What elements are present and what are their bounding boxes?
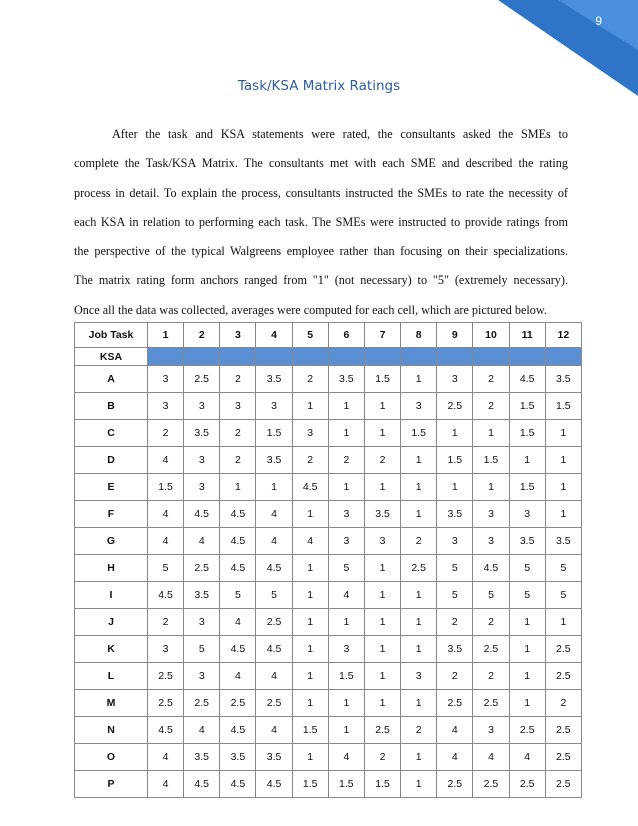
- rating-cell: 4.5: [148, 717, 184, 744]
- rating-cell: 5: [509, 582, 545, 609]
- rating-cell: 4.5: [184, 501, 220, 528]
- rating-cell: 2.5: [437, 690, 473, 717]
- rating-cell: 1: [545, 474, 581, 501]
- rating-cell: 1: [292, 663, 328, 690]
- rating-cell: 1: [364, 663, 400, 690]
- rating-cell: 5: [220, 582, 256, 609]
- rating-cell: 2: [148, 420, 184, 447]
- ksa-row-label: D: [75, 447, 148, 474]
- page-number: 9: [595, 14, 602, 28]
- rating-cell: 1: [364, 474, 400, 501]
- ksa-row-label: B: [75, 393, 148, 420]
- rating-cell: 1: [401, 690, 437, 717]
- rating-cell: 5: [437, 555, 473, 582]
- rating-cell: 4: [256, 528, 292, 555]
- ksa-row-label: E: [75, 474, 148, 501]
- rating-cell: 1: [401, 447, 437, 474]
- rating-cell: 2: [545, 690, 581, 717]
- ksa-row-label: K: [75, 636, 148, 663]
- ksa-header-fill: [364, 348, 400, 366]
- rating-cell: 3.5: [184, 420, 220, 447]
- table-row: [75, 690, 582, 717]
- rating-cell: 3: [184, 663, 220, 690]
- rating-cell: 1: [401, 474, 437, 501]
- table-header-row: [75, 323, 582, 348]
- rating-cell: 5: [184, 636, 220, 663]
- ksa-header-fill: [437, 348, 473, 366]
- rating-cell: 1.5: [364, 771, 400, 798]
- rating-cell: 4: [220, 609, 256, 636]
- table-row: [75, 366, 582, 393]
- rating-cell: 1: [437, 420, 473, 447]
- ksa-row-label: J: [75, 609, 148, 636]
- rating-cell: 3: [509, 501, 545, 528]
- rating-cell: 1: [364, 393, 400, 420]
- rating-cell: 3: [328, 528, 364, 555]
- rating-cell: 1.5: [328, 771, 364, 798]
- rating-cell: 2: [220, 447, 256, 474]
- rating-cell: 2.5: [473, 771, 509, 798]
- table-row: [75, 393, 582, 420]
- rating-cell: 3.5: [256, 447, 292, 474]
- rating-cell: 2.5: [545, 636, 581, 663]
- rating-cell: 1: [545, 501, 581, 528]
- rating-cell: 3.5: [220, 744, 256, 771]
- rating-cell: 3.5: [364, 501, 400, 528]
- rating-cell: 3: [220, 393, 256, 420]
- rating-cell: 1: [292, 501, 328, 528]
- rating-cell: 3: [401, 663, 437, 690]
- rating-cell: 1: [220, 474, 256, 501]
- rating-cell: 3.5: [509, 528, 545, 555]
- table-row: [75, 663, 582, 690]
- rating-cell: 1.5: [364, 366, 400, 393]
- rating-cell: 4: [328, 582, 364, 609]
- rating-cell: 3: [328, 501, 364, 528]
- rating-cell: 1: [401, 744, 437, 771]
- rating-cell: 4.5: [220, 528, 256, 555]
- column-header: 2: [184, 323, 220, 348]
- paragraph-line: process in detail. To explain the process, consultants instructed the SMEs to rate the necessity of: [74, 185, 568, 200]
- table-row: [75, 447, 582, 474]
- rating-cell: 3.5: [184, 744, 220, 771]
- rating-cell: 1: [292, 582, 328, 609]
- rating-cell: 1: [256, 474, 292, 501]
- rating-cell: 4.5: [256, 771, 292, 798]
- rating-cell: 2: [292, 366, 328, 393]
- rating-cell: 2: [220, 420, 256, 447]
- rating-cell: 1: [401, 582, 437, 609]
- rating-cell: 1: [509, 447, 545, 474]
- rating-cell: 1: [545, 420, 581, 447]
- column-header: 5: [292, 323, 328, 348]
- rating-cell: 4.5: [148, 582, 184, 609]
- rating-cell: 1: [401, 501, 437, 528]
- rating-cell: 1: [437, 474, 473, 501]
- rating-cell: 2.5: [473, 636, 509, 663]
- rating-cell: 4: [473, 744, 509, 771]
- rating-cell: 2.5: [184, 555, 220, 582]
- ksa-row-label: A: [75, 366, 148, 393]
- rating-cell: 4: [148, 744, 184, 771]
- rating-cell: 4.5: [220, 555, 256, 582]
- rating-cell: 1.5: [292, 771, 328, 798]
- rating-cell: 4.5: [473, 555, 509, 582]
- column-header: 4: [256, 323, 292, 348]
- rating-cell: 4: [256, 501, 292, 528]
- rating-cell: 2.5: [148, 663, 184, 690]
- rating-cell: 3.5: [437, 501, 473, 528]
- rating-cell: 2.5: [184, 690, 220, 717]
- rating-cell: 3: [184, 447, 220, 474]
- rating-cell: 3: [184, 609, 220, 636]
- column-header: 3: [220, 323, 256, 348]
- rating-cell: 3.5: [184, 582, 220, 609]
- ksa-header-fill: [401, 348, 437, 366]
- rating-cell: 3: [292, 420, 328, 447]
- rating-cell: 1.5: [437, 447, 473, 474]
- rating-cell: 2.5: [545, 663, 581, 690]
- rating-cell: 4.5: [292, 474, 328, 501]
- rating-cell: 5: [545, 555, 581, 582]
- paragraph-line: each KSA in relation to performing each task. The SMEs were instructed to provide ratings from: [74, 214, 568, 229]
- table-row: [75, 555, 582, 582]
- rating-cell: 4.5: [220, 501, 256, 528]
- rating-cell: 4: [328, 744, 364, 771]
- rating-cell: 1: [292, 393, 328, 420]
- job-task-header: Job Task: [75, 323, 148, 348]
- table-row: [75, 501, 582, 528]
- ksa-header-row: [75, 348, 582, 366]
- rating-cell: 3: [364, 528, 400, 555]
- rating-cell: 4: [148, 528, 184, 555]
- rating-cell: 1: [509, 636, 545, 663]
- paragraph-line: Once all the data was collected, averages were computed for each cell, which are pictured below.: [74, 302, 547, 317]
- rating-cell: 1: [292, 609, 328, 636]
- rating-cell: 3: [437, 366, 473, 393]
- rating-cell: 3: [148, 636, 184, 663]
- rating-cell: 4: [256, 717, 292, 744]
- ksa-row-label: G: [75, 528, 148, 555]
- rating-cell: 3: [184, 393, 220, 420]
- rating-cell: 2.5: [401, 555, 437, 582]
- ksa-header-fill: [292, 348, 328, 366]
- rating-cell: 1.5: [256, 420, 292, 447]
- rating-cell: 1: [328, 690, 364, 717]
- ksa-header-fill: [256, 348, 292, 366]
- table-row: [75, 474, 582, 501]
- rating-cell: 4.5: [220, 771, 256, 798]
- table-row: [75, 636, 582, 663]
- rating-cell: 1.5: [509, 420, 545, 447]
- rating-cell: 1: [364, 636, 400, 663]
- section-title: Task/KSA Matrix Ratings: [237, 78, 401, 94]
- rating-cell: 3.5: [545, 366, 581, 393]
- body-paragraph: [74, 120, 568, 325]
- ksa-header-fill: [220, 348, 256, 366]
- rating-cell: 2.5: [437, 393, 473, 420]
- rating-cell: 2: [401, 717, 437, 744]
- rating-cell: 1: [292, 690, 328, 717]
- ksa-header-fill: [545, 348, 581, 366]
- rating-cell: 4.5: [184, 771, 220, 798]
- rating-cell: 1.5: [473, 447, 509, 474]
- rating-cell: 1.5: [509, 474, 545, 501]
- ksa-row-label: L: [75, 663, 148, 690]
- rating-cell: 1.5: [509, 393, 545, 420]
- rating-cell: 3: [148, 366, 184, 393]
- rating-cell: 1: [292, 636, 328, 663]
- rating-cell: 3.5: [437, 636, 473, 663]
- table-row: [75, 744, 582, 771]
- column-header: 6: [328, 323, 364, 348]
- paragraph-line: The matrix rating form anchors ranged from "1" (not necessary) to "5" (extremely necessary).: [74, 273, 568, 288]
- column-header: 1: [148, 323, 184, 348]
- rating-cell: 2: [220, 366, 256, 393]
- table-row: [75, 420, 582, 447]
- rating-cell: 2.5: [364, 717, 400, 744]
- rating-cell: 2.5: [545, 717, 581, 744]
- rating-cell: 4: [256, 663, 292, 690]
- rating-cell: 1: [401, 636, 437, 663]
- rating-cell: 2: [473, 663, 509, 690]
- column-header: 11: [509, 323, 545, 348]
- rating-cell: 1: [328, 609, 364, 636]
- rating-cell: 1: [364, 690, 400, 717]
- rating-cell: 2: [473, 366, 509, 393]
- ksa-header-fill: [184, 348, 220, 366]
- rating-cell: 2.5: [256, 609, 292, 636]
- rating-cell: 1: [473, 474, 509, 501]
- rating-cell: 2: [473, 393, 509, 420]
- rating-cell: 3: [148, 393, 184, 420]
- rating-cell: 3.5: [328, 366, 364, 393]
- rating-cell: 2: [292, 447, 328, 474]
- rating-cell: 1: [364, 555, 400, 582]
- rating-cell: 2: [473, 609, 509, 636]
- rating-cell: 4: [509, 744, 545, 771]
- rating-cell: 4.5: [220, 636, 256, 663]
- column-header: 10: [473, 323, 509, 348]
- rating-cell: 1: [292, 555, 328, 582]
- rating-cell: 3: [473, 501, 509, 528]
- rating-cell: 3: [184, 474, 220, 501]
- rating-cell: 1.5: [148, 474, 184, 501]
- rating-cell: 1: [401, 609, 437, 636]
- rating-cell: 4.5: [256, 636, 292, 663]
- table-row: [75, 609, 582, 636]
- rating-cell: 2: [364, 447, 400, 474]
- rating-cell: 4: [148, 771, 184, 798]
- table-row: [75, 582, 582, 609]
- rating-cell: 3: [473, 717, 509, 744]
- rating-cell: 2.5: [545, 771, 581, 798]
- rating-cell: 2.5: [509, 717, 545, 744]
- rating-cell: 3: [437, 528, 473, 555]
- rating-cell: 2.5: [545, 744, 581, 771]
- ksa-row-label: I: [75, 582, 148, 609]
- rating-cell: 5: [148, 555, 184, 582]
- table-row: [75, 717, 582, 744]
- rating-cell: 1: [292, 744, 328, 771]
- rating-cell: 1: [328, 393, 364, 420]
- rating-cell: 3: [328, 636, 364, 663]
- rating-cell: 1: [328, 474, 364, 501]
- rating-cell: 1: [364, 582, 400, 609]
- paragraph-line: After the task and KSA statements were rated, the consultants asked the SMEs to: [112, 127, 568, 141]
- rating-cell: 5: [545, 582, 581, 609]
- rating-cell: 2.5: [220, 690, 256, 717]
- ksa-row-label: M: [75, 690, 148, 717]
- rating-cell: 5: [473, 582, 509, 609]
- rating-cell: 1: [364, 609, 400, 636]
- rating-cell: 4: [148, 501, 184, 528]
- rating-cell: 5: [509, 555, 545, 582]
- table-row: [75, 528, 582, 555]
- column-header: 12: [545, 323, 581, 348]
- rating-cell: 4: [437, 717, 473, 744]
- ksa-header: KSA: [75, 348, 148, 366]
- ksa-row-label: F: [75, 501, 148, 528]
- rating-cell: 2.5: [473, 690, 509, 717]
- rating-cell: 5: [437, 582, 473, 609]
- rating-cell: 4: [184, 528, 220, 555]
- rating-cell: 1: [328, 420, 364, 447]
- rating-cell: 3.5: [545, 528, 581, 555]
- rating-cell: 2: [437, 663, 473, 690]
- column-header: 8: [401, 323, 437, 348]
- rating-cell: 1: [401, 771, 437, 798]
- column-header: 7: [364, 323, 400, 348]
- rating-cell: 1.5: [401, 420, 437, 447]
- rating-cell: 1: [473, 420, 509, 447]
- rating-cell: 2: [364, 744, 400, 771]
- rating-cell: 2.5: [184, 366, 220, 393]
- rating-cell: 4: [220, 663, 256, 690]
- ksa-header-fill: [509, 348, 545, 366]
- paragraph-line: the perspective of the typical Walgreens employee rather than focusing on their specializations.: [74, 244, 568, 259]
- rating-cell: 1: [545, 447, 581, 474]
- ksa-header-fill: [328, 348, 364, 366]
- column-header: 9: [437, 323, 473, 348]
- rating-cell: 5: [328, 555, 364, 582]
- paragraph-line: complete the Task/KSA Matrix. The consultants met with each SME and described the rating: [74, 156, 568, 171]
- rating-cell: 4.5: [509, 366, 545, 393]
- rating-cell: 4: [437, 744, 473, 771]
- ksa-row-label: C: [75, 420, 148, 447]
- rating-cell: 3.5: [256, 744, 292, 771]
- rating-cell: 1.5: [292, 717, 328, 744]
- rating-cell: 4.5: [256, 555, 292, 582]
- rating-cell: 2.5: [256, 690, 292, 717]
- rating-cell: 4: [184, 717, 220, 744]
- rating-cell: 1: [509, 690, 545, 717]
- rating-cell: 3.5: [256, 366, 292, 393]
- rating-cell: 4: [292, 528, 328, 555]
- rating-cell: 2.5: [509, 771, 545, 798]
- rating-cell: 1: [509, 663, 545, 690]
- rating-cell: 1.5: [328, 663, 364, 690]
- rating-cell: 1: [545, 609, 581, 636]
- rating-cell: 2: [328, 447, 364, 474]
- rating-cell: 2: [148, 609, 184, 636]
- rating-cell: 3: [473, 528, 509, 555]
- ksa-row-label: P: [75, 771, 148, 798]
- table-row: [75, 771, 582, 798]
- ksa-row-label: H: [75, 555, 148, 582]
- rating-cell: 1: [364, 420, 400, 447]
- ksa-row-label: O: [75, 744, 148, 771]
- rating-cell: 1: [509, 609, 545, 636]
- ksa-header-fill: [148, 348, 184, 366]
- rating-cell: 1.5: [545, 393, 581, 420]
- rating-cell: 2.5: [148, 690, 184, 717]
- rating-cell: 2: [401, 528, 437, 555]
- rating-cell: 1: [401, 366, 437, 393]
- rating-cell: 4: [148, 447, 184, 474]
- rating-cell: 4.5: [220, 717, 256, 744]
- task-ksa-matrix-table: [74, 322, 582, 798]
- rating-cell: 5: [256, 582, 292, 609]
- rating-cell: 2.5: [437, 771, 473, 798]
- rating-cell: 1: [328, 717, 364, 744]
- rating-cell: 3: [401, 393, 437, 420]
- rating-cell: 2: [437, 609, 473, 636]
- ksa-header-fill: [473, 348, 509, 366]
- ksa-row-label: N: [75, 717, 148, 744]
- rating-cell: 3: [256, 393, 292, 420]
